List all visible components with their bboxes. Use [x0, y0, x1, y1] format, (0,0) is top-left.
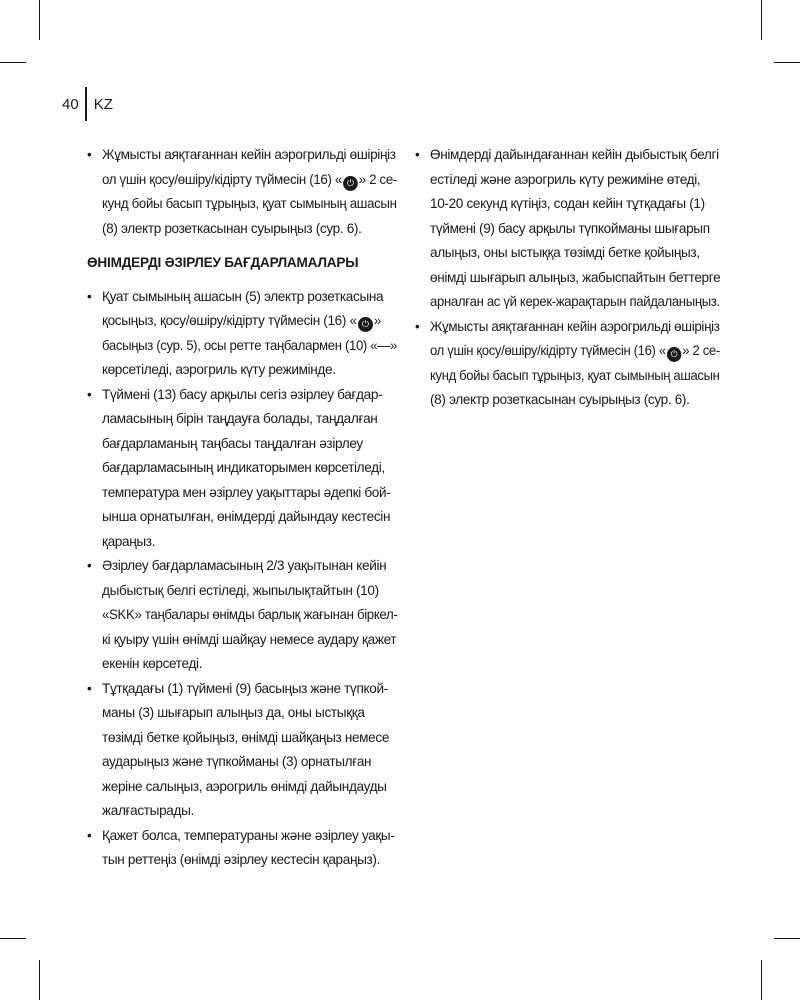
- list-item: [87, 143, 397, 241]
- text-line: көрсетіледі, аэрогриль күту режимінде.: [102, 362, 336, 377]
- text-line: кунд бойы басып тұрыңыз, қуат сымының ашасын: [102, 196, 397, 211]
- list-item: [87, 677, 397, 824]
- text-line: түймені (9) басу арқылы түпкойманы шығарып: [430, 220, 710, 236]
- text-line: Жұмысты аяқтағаннан кейін аэрогрильді өшіріңіз: [430, 318, 720, 334]
- text-line: қараңыз.: [102, 533, 156, 549]
- crop-mark: [0, 938, 26, 939]
- bullet-icon: •: [415, 318, 420, 334]
- crop-mark: [774, 62, 800, 63]
- text-line: бағдарламаның таңбасы таңдалған әзірлеу: [102, 435, 363, 451]
- text-line: тын реттеңіз (өнімді әзірлеу кестесін қараңыз).: [102, 852, 381, 867]
- list-item: [87, 824, 397, 873]
- text-fragment: қосыңыз, қосу/өшіру/кідірту түймесін (16) «: [102, 313, 357, 328]
- power-button-icon: ⏻: [358, 317, 373, 332]
- power-button-icon: ⏻: [667, 347, 681, 362]
- text-line: ламасының бірін таңдауға болады, таңдалған: [102, 411, 378, 426]
- text-line: Түймені (13) басу арқылы сегіз әзірлеу бағдар-: [102, 386, 383, 402]
- text-line: Жұмысты аяқтағаннан кейін аэрогрильді өшіріңіз: [102, 147, 396, 162]
- language-code: KZ: [93, 95, 113, 113]
- text-line: 10-20 секунд күтіңіз, содан кейін тұтқадағы (1): [430, 196, 705, 211]
- text-line: Тұтқадағы (1) түймені (9) басыңыз және түпкой-: [102, 680, 388, 696]
- text-line: бағдарламасының индикаторымен көрсетіледі,: [102, 460, 385, 475]
- text-line: төзімді бетке қойыңыз, өнімді шайқаңыз немесе: [102, 729, 390, 745]
- list-item: [415, 143, 720, 315]
- text-line: ынша орнатылған, өнімдерді дайындау кестесін: [102, 509, 391, 524]
- text-line: жалғастырады.: [102, 803, 194, 818]
- bullet-icon: •: [87, 558, 92, 573]
- text-line: (8) электр розеткасынан суырыңыз (сур. 6).: [102, 220, 362, 236]
- text-line: (8) электр розеткасынан суырыңыз (сур. 6).: [430, 392, 690, 407]
- text-line: естіледі және аэрогриль күту режиміне өтеді,: [430, 171, 701, 187]
- text-line: «SKK» таңбалары өнімды барлық жағынан біркел-: [102, 607, 398, 622]
- text-fragment: » 2 се-: [682, 343, 720, 358]
- page-number: 40: [62, 95, 79, 113]
- power-button-icon: ⏻: [343, 176, 358, 191]
- text-line: өнімді шығарып алыңыз, жабыспайтын беттерге: [430, 269, 721, 285]
- text-line: Өнімдерді дайындағаннан кейін дыбыстық белгі: [430, 147, 719, 162]
- text-line: [102, 168, 397, 193]
- list-item: [87, 285, 397, 383]
- text-line: арналған ас үй керек-жарақтарын пайдаланыңыз.: [430, 294, 720, 309]
- bullet-list: [415, 143, 720, 413]
- text-line: маны (3) шығарып алыңыз да, оны ыстыққа: [102, 705, 365, 720]
- crop-mark: [39, 960, 40, 1000]
- text-line: аударыңыз және түпкойманы (3) орнатылған: [102, 754, 372, 769]
- text-line: жеріне салыңыз, аэрогриль өнімді дайындауды: [102, 778, 387, 794]
- list-item: [87, 554, 397, 677]
- bullet-icon: •: [87, 827, 92, 843]
- text-fragment: ол үшін қосу/өшіру/кідірту түймесін (16) «: [430, 343, 666, 358]
- text-fragment: ол үшін қосу/өшіру/кідірту түймесін (16) «: [102, 171, 342, 187]
- text-line: алыңыз, оны ыстыққа төзімді бетке қойыңыз,: [430, 245, 700, 260]
- text-line: Қажет болса, температураны және әзірлеу уақы-: [102, 827, 395, 843]
- crop-mark: [774, 938, 800, 939]
- crop-mark: [761, 0, 762, 40]
- crop-mark: [0, 62, 26, 63]
- text-line: [102, 309, 397, 334]
- list-item: [415, 315, 720, 413]
- text-line: дыбыстық белгі естіледі, жыпылықтайтын (10): [102, 582, 379, 598]
- text-line: температура мен әзірлеу уақыттары әдепкі бой-: [102, 484, 391, 500]
- text-fragment: » 2 се-: [358, 171, 397, 187]
- text-line: кі қуыру үшін өнімді шайқау немесе аудару қажет: [102, 631, 397, 647]
- text-line: Әзірлеу бағдарламасының 2/3 уақытынан кейін: [102, 558, 387, 573]
- text-line: [430, 339, 720, 364]
- page-header: [62, 88, 113, 120]
- text-line: екенін көрсетеді.: [102, 656, 203, 671]
- right-column: [415, 143, 720, 413]
- crop-mark: [39, 0, 40, 40]
- bullet-icon: •: [87, 680, 92, 696]
- crop-mark: [761, 960, 762, 1000]
- bullet-icon: •: [415, 147, 420, 162]
- bullet-icon: •: [87, 147, 92, 162]
- text-line: кунд бойы басып тұрыңыз, қуат сымының ашасын: [430, 367, 720, 383]
- text-line: Қуат сымының ашасын (5) электр розеткасына: [102, 288, 384, 304]
- left-column: [87, 143, 397, 873]
- bullet-list: [87, 285, 397, 873]
- bullet-list: [87, 143, 397, 241]
- bullet-icon: •: [87, 386, 92, 402]
- bullet-icon: •: [87, 288, 92, 304]
- section-heading: ӨНІМДЕРДІ ӘЗІРЛЕУ БАҒДАРЛАМАЛАРЫ: [87, 255, 359, 270]
- text-line: басыңыз (сур. 5), осы ретте таңбалармен (10) «—»: [102, 337, 398, 353]
- list-item: [87, 383, 397, 555]
- text-fragment: »: [373, 313, 381, 328]
